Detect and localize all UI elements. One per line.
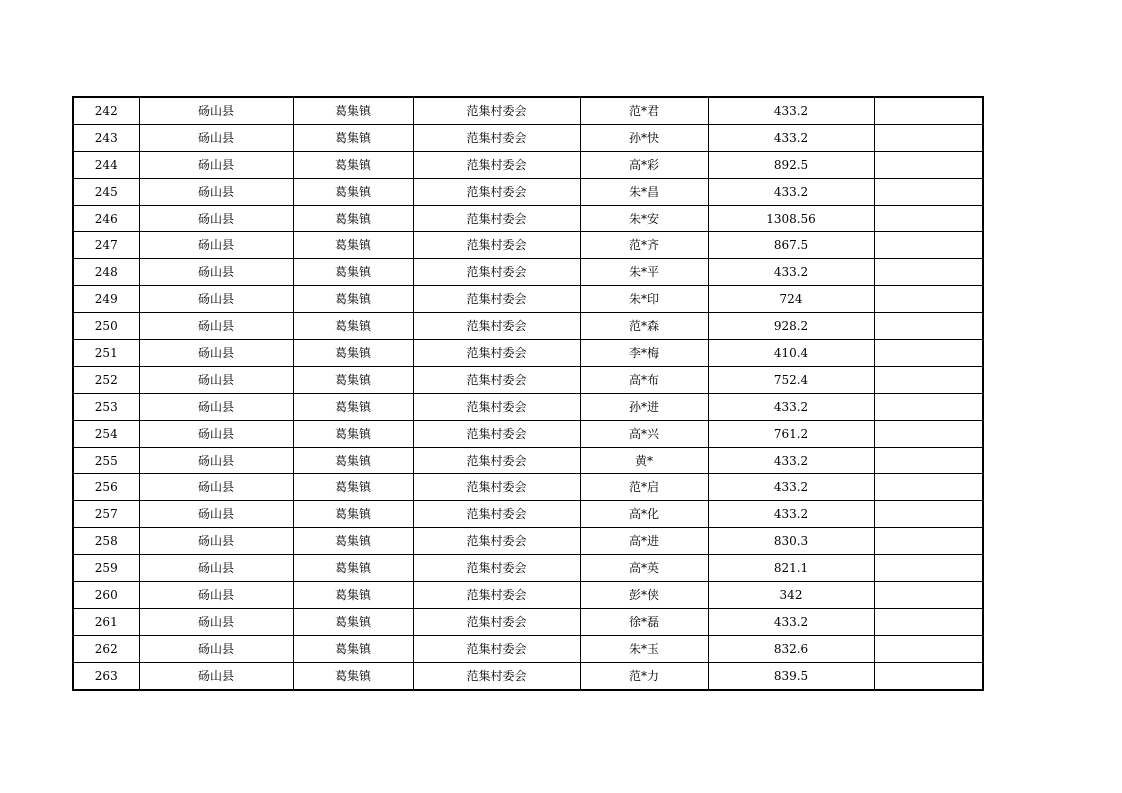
data-table (72, 96, 984, 691)
cell-village: 范集村委会 (413, 313, 580, 340)
cell-amount: 839.5 (708, 662, 874, 689)
cell-village: 范集村委会 (413, 124, 580, 151)
cell-note (874, 420, 983, 447)
table-row (73, 259, 983, 286)
cell-town: 葛集镇 (293, 178, 413, 205)
cell-village: 范集村委会 (413, 178, 580, 205)
table-row (73, 340, 983, 367)
table-row (73, 582, 983, 609)
cell-county: 砀山县 (139, 259, 293, 286)
cell-county: 砀山县 (139, 393, 293, 420)
cell-name: 范*森 (580, 313, 708, 340)
table-row (73, 232, 983, 259)
cell-name: 朱*平 (580, 259, 708, 286)
table-row (73, 205, 983, 232)
cell-no: 243 (73, 124, 139, 151)
cell-village: 范集村委会 (413, 205, 580, 232)
cell-amount: 1308.56 (708, 205, 874, 232)
cell-amount: 832.6 (708, 635, 874, 662)
cell-town: 葛集镇 (293, 582, 413, 609)
cell-village: 范集村委会 (413, 582, 580, 609)
table-body (73, 97, 983, 690)
cell-note (874, 232, 983, 259)
cell-town: 葛集镇 (293, 286, 413, 313)
cell-note (874, 662, 983, 689)
cell-amount: 433.2 (708, 447, 874, 474)
cell-village: 范集村委会 (413, 447, 580, 474)
cell-amount: 410.4 (708, 340, 874, 367)
table-row (73, 366, 983, 393)
cell-no: 248 (73, 259, 139, 286)
table-row (73, 555, 983, 582)
table-row (73, 501, 983, 528)
cell-town: 葛集镇 (293, 393, 413, 420)
cell-town: 葛集镇 (293, 474, 413, 501)
cell-county: 砀山县 (139, 662, 293, 689)
cell-town: 葛集镇 (293, 635, 413, 662)
cell-town: 葛集镇 (293, 608, 413, 635)
cell-note (874, 501, 983, 528)
cell-note (874, 97, 983, 124)
cell-amount: 928.2 (708, 313, 874, 340)
cell-no: 253 (73, 393, 139, 420)
cell-county: 砀山县 (139, 555, 293, 582)
cell-note (874, 259, 983, 286)
cell-town: 葛集镇 (293, 313, 413, 340)
cell-amount: 433.2 (708, 501, 874, 528)
cell-county: 砀山县 (139, 232, 293, 259)
cell-amount: 867.5 (708, 232, 874, 259)
cell-amount: 821.1 (708, 555, 874, 582)
cell-name: 李*梅 (580, 340, 708, 367)
cell-note (874, 447, 983, 474)
cell-town: 葛集镇 (293, 555, 413, 582)
cell-no: 257 (73, 501, 139, 528)
cell-name: 朱*玉 (580, 635, 708, 662)
cell-note (874, 555, 983, 582)
cell-amount: 752.4 (708, 366, 874, 393)
cell-note (874, 178, 983, 205)
cell-note (874, 340, 983, 367)
cell-name: 高*彩 (580, 151, 708, 178)
cell-village: 范集村委会 (413, 420, 580, 447)
cell-note (874, 635, 983, 662)
cell-town: 葛集镇 (293, 662, 413, 689)
cell-note (874, 393, 983, 420)
cell-no: 263 (73, 662, 139, 689)
cell-village: 范集村委会 (413, 232, 580, 259)
cell-town: 葛集镇 (293, 528, 413, 555)
cell-no: 262 (73, 635, 139, 662)
cell-name: 范*启 (580, 474, 708, 501)
cell-village: 范集村委会 (413, 259, 580, 286)
cell-name: 高*进 (580, 528, 708, 555)
cell-town: 葛集镇 (293, 232, 413, 259)
table-row (73, 124, 983, 151)
cell-no: 247 (73, 232, 139, 259)
cell-amount: 433.2 (708, 393, 874, 420)
cell-note (874, 366, 983, 393)
cell-no: 244 (73, 151, 139, 178)
cell-amount: 724 (708, 286, 874, 313)
cell-no: 255 (73, 447, 139, 474)
cell-name: 范*力 (580, 662, 708, 689)
cell-county: 砀山县 (139, 151, 293, 178)
cell-note (874, 608, 983, 635)
cell-name: 朱*印 (580, 286, 708, 313)
cell-town: 葛集镇 (293, 501, 413, 528)
cell-county: 砀山县 (139, 286, 293, 313)
cell-village: 范集村委会 (413, 555, 580, 582)
cell-no: 252 (73, 366, 139, 393)
cell-note (874, 286, 983, 313)
cell-amount: 761.2 (708, 420, 874, 447)
cell-town: 葛集镇 (293, 97, 413, 124)
cell-no: 249 (73, 286, 139, 313)
cell-county: 砀山县 (139, 501, 293, 528)
cell-town: 葛集镇 (293, 366, 413, 393)
cell-no: 250 (73, 313, 139, 340)
cell-name: 高*布 (580, 366, 708, 393)
cell-no: 258 (73, 528, 139, 555)
cell-name: 孙*快 (580, 124, 708, 151)
cell-county: 砀山县 (139, 420, 293, 447)
cell-village: 范集村委会 (413, 97, 580, 124)
table-row (73, 97, 983, 124)
cell-name: 彭*侠 (580, 582, 708, 609)
cell-amount: 342 (708, 582, 874, 609)
cell-note (874, 582, 983, 609)
cell-town: 葛集镇 (293, 259, 413, 286)
cell-town: 葛集镇 (293, 447, 413, 474)
cell-town: 葛集镇 (293, 124, 413, 151)
cell-village: 范集村委会 (413, 474, 580, 501)
cell-name: 朱*昌 (580, 178, 708, 205)
cell-name: 高*兴 (580, 420, 708, 447)
cell-village: 范集村委会 (413, 151, 580, 178)
cell-village: 范集村委会 (413, 635, 580, 662)
cell-no: 245 (73, 178, 139, 205)
cell-no: 254 (73, 420, 139, 447)
cell-note (874, 124, 983, 151)
table-row (73, 474, 983, 501)
cell-county: 砀山县 (139, 124, 293, 151)
cell-no: 242 (73, 97, 139, 124)
cell-name: 黄* (580, 447, 708, 474)
cell-name: 高*化 (580, 501, 708, 528)
cell-county: 砀山县 (139, 447, 293, 474)
cell-name: 范*齐 (580, 232, 708, 259)
table-row (73, 635, 983, 662)
cell-village: 范集村委会 (413, 501, 580, 528)
cell-village: 范集村委会 (413, 662, 580, 689)
cell-note (874, 313, 983, 340)
table-row (73, 393, 983, 420)
table-row (73, 286, 983, 313)
cell-name: 朱*安 (580, 205, 708, 232)
cell-county: 砀山县 (139, 178, 293, 205)
cell-county: 砀山县 (139, 340, 293, 367)
cell-name: 范*君 (580, 97, 708, 124)
cell-county: 砀山县 (139, 474, 293, 501)
cell-county: 砀山县 (139, 205, 293, 232)
cell-no: 251 (73, 340, 139, 367)
cell-village: 范集村委会 (413, 340, 580, 367)
cell-village: 范集村委会 (413, 608, 580, 635)
cell-county: 砀山县 (139, 366, 293, 393)
cell-town: 葛集镇 (293, 420, 413, 447)
table-row (73, 662, 983, 689)
table-row (73, 608, 983, 635)
cell-name: 徐*磊 (580, 608, 708, 635)
cell-no: 256 (73, 474, 139, 501)
cell-county: 砀山县 (139, 582, 293, 609)
cell-amount: 892.5 (708, 151, 874, 178)
cell-name: 孙*进 (580, 393, 708, 420)
table-row (73, 313, 983, 340)
cell-amount: 433.2 (708, 124, 874, 151)
cell-note (874, 474, 983, 501)
cell-no: 260 (73, 582, 139, 609)
cell-county: 砀山县 (139, 608, 293, 635)
cell-amount: 433.2 (708, 178, 874, 205)
cell-county: 砀山县 (139, 635, 293, 662)
table-row (73, 420, 983, 447)
cell-amount: 433.2 (708, 97, 874, 124)
cell-note (874, 528, 983, 555)
cell-village: 范集村委会 (413, 286, 580, 313)
cell-village: 范集村委会 (413, 366, 580, 393)
cell-no: 246 (73, 205, 139, 232)
cell-county: 砀山县 (139, 97, 293, 124)
cell-county: 砀山县 (139, 528, 293, 555)
cell-amount: 433.2 (708, 474, 874, 501)
cell-village: 范集村委会 (413, 393, 580, 420)
table-row (73, 151, 983, 178)
cell-no: 259 (73, 555, 139, 582)
cell-amount: 433.2 (708, 608, 874, 635)
table-row (73, 447, 983, 474)
table-row (73, 528, 983, 555)
cell-no: 261 (73, 608, 139, 635)
cell-note (874, 151, 983, 178)
cell-town: 葛集镇 (293, 340, 413, 367)
cell-town: 葛集镇 (293, 151, 413, 178)
cell-county: 砀山县 (139, 313, 293, 340)
cell-amount: 433.2 (708, 259, 874, 286)
table-row (73, 178, 983, 205)
cell-note (874, 205, 983, 232)
cell-town: 葛集镇 (293, 205, 413, 232)
cell-name: 高*英 (580, 555, 708, 582)
cell-amount: 830.3 (708, 528, 874, 555)
cell-village: 范集村委会 (413, 528, 580, 555)
